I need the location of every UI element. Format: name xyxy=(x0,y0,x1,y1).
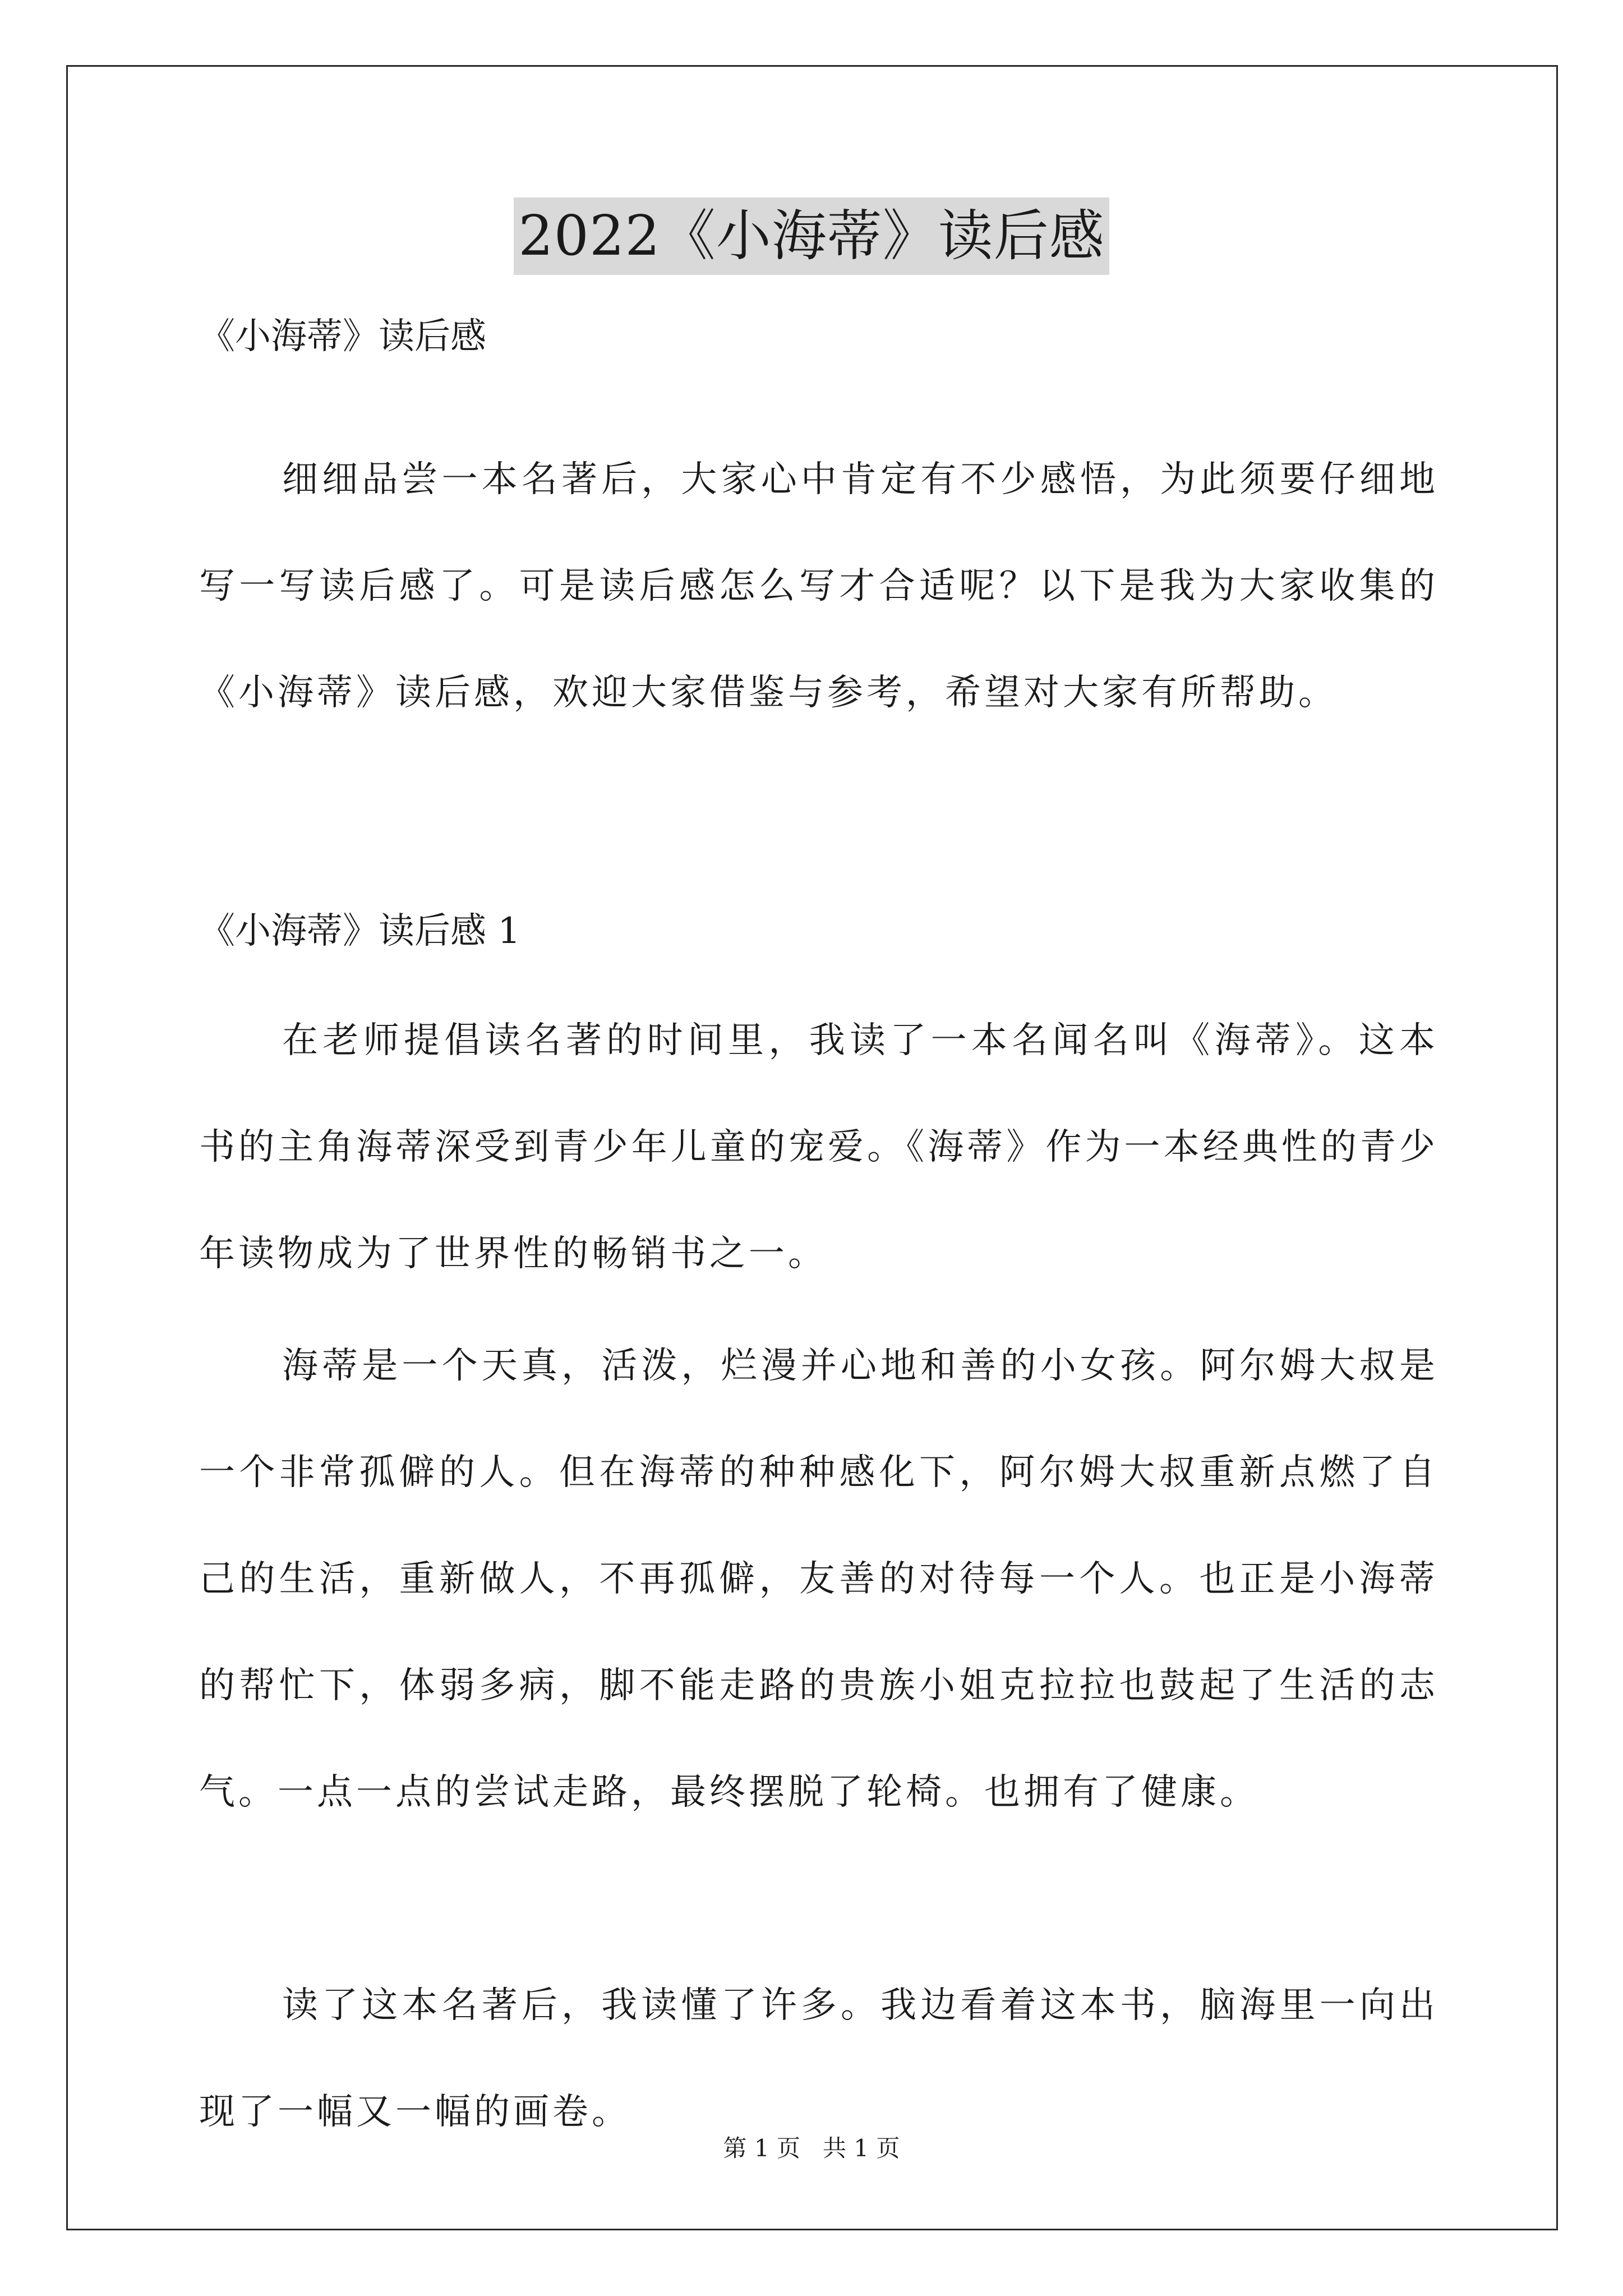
paragraph-2: 海蒂是一个天真，活泼，烂漫并心地和善的小女孩。阿尔姆大叔是一个非常孤僻的人。但在海蒂的种种感化下，阿尔姆大叔重新点燃了自己的生活，重新做人，不再孤僻，友善的对待每一个人。也正是小海蒂的帮忙下，体弱多病，脚不能走路的贵族小姐克拉拉也鼓起了生活的志气。一点一点的尝试走路，最终摆脱了轮椅。也拥有了健康。 xyxy=(199,1345,1438,1813)
section-heading: 《小海蒂》读后感 1 xyxy=(199,910,521,952)
intro-heading: 《小海蒂》读后感 xyxy=(199,316,486,357)
paragraph-3: 读了这本名著后，我读懂了许多。我边看着这本书，脑海里一向出现了一幅又一幅的画卷。 xyxy=(199,1985,1438,2133)
page-footer: 第 1 页 共 1 页 xyxy=(723,2134,900,2162)
paragraph-1: 在老师提倡读名著的时间里，我读了一本名闻名叫《海蒂》。这本书的主角海蒂深受到青少年儿童的宠爱。《海蒂》作为一本经典性的青少年读物成为了世界性的畅销书之一。 xyxy=(199,1020,1438,1274)
title-container xyxy=(0,197,1623,275)
intro-paragraph: 细细品尝一本名著后，大家心中肯定有不少感悟，为此须要仔细地写一写读后感了。可是读后感怎么写才合适呢？以下是我为大家收集的《小海蒂》读后感，欢迎大家借鉴与参考，希望对大家有所帮助。 xyxy=(199,459,1438,714)
document-title: 2022《小海蒂》读后感 xyxy=(514,197,1109,275)
